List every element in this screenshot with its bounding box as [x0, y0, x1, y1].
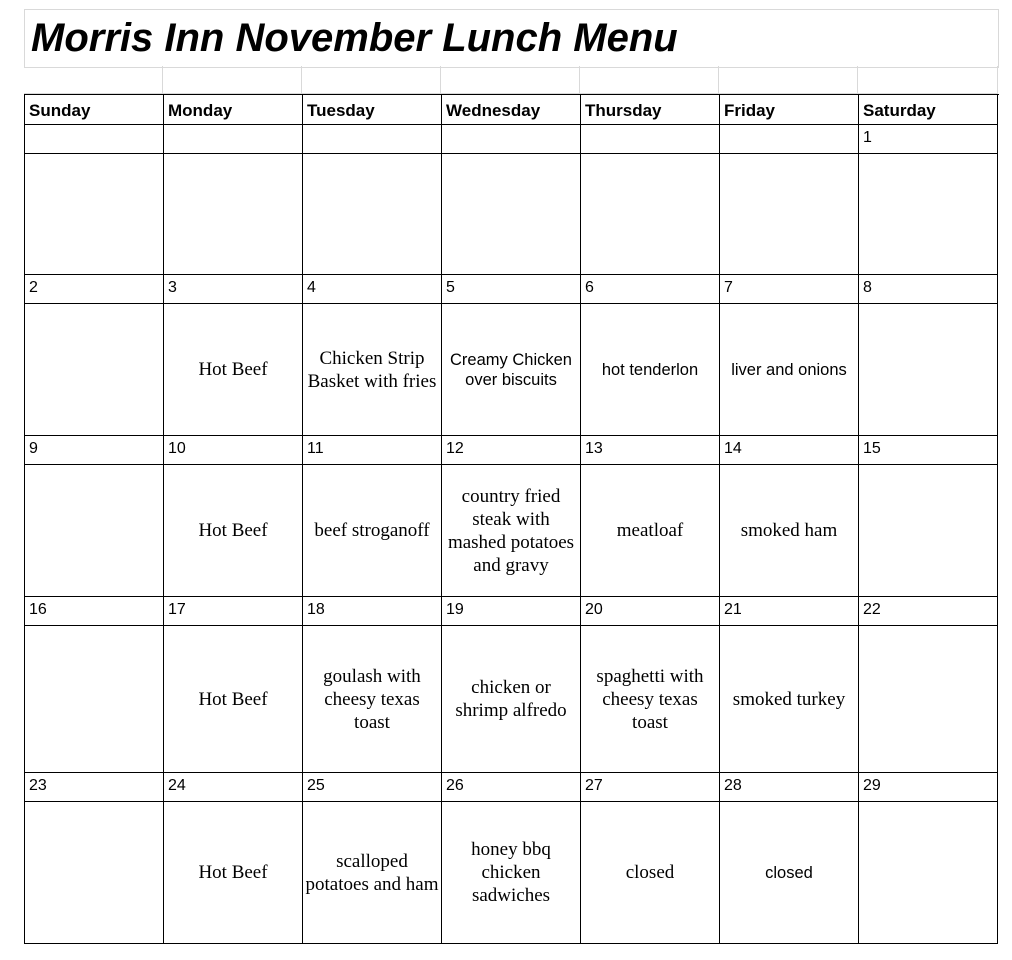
date-cell: 14: [720, 436, 859, 465]
spacer-cell: [441, 66, 580, 94]
title-cell: [24, 9, 999, 68]
meal-cell: Hot Beef: [164, 304, 303, 436]
meal-cell: closed: [581, 802, 720, 944]
spacer-cell: [24, 66, 163, 94]
page-title: Morris Inn November Lunch Menu: [31, 16, 678, 60]
meal-cell: spaghetti with cheesy texas toast: [581, 626, 720, 773]
date-cell: 22: [859, 597, 998, 626]
date-cell: 24: [164, 773, 303, 802]
date-cell: 12: [442, 436, 581, 465]
spacer-cell: [580, 66, 719, 94]
date-cell: 20: [581, 597, 720, 626]
date-cell: [164, 125, 303, 154]
date-cell: [25, 125, 164, 154]
date-cell: [581, 125, 720, 154]
date-cell: 16: [25, 597, 164, 626]
meal-cell: Creamy Chicken over biscuits: [442, 304, 581, 436]
weekday-monday: Monday: [164, 95, 303, 125]
date-cell: 29: [859, 773, 998, 802]
meal-cell: [25, 802, 164, 944]
meal-cell: beef stroganoff: [303, 465, 442, 597]
meal-cell: goulash with cheesy texas toast: [303, 626, 442, 773]
meal-row: [25, 626, 999, 773]
weekday-saturday: Saturday: [859, 95, 998, 125]
meal-cell: smoked ham: [720, 465, 859, 597]
meal-cell: [25, 465, 164, 597]
spacer-cell: [163, 66, 302, 94]
meal-cell: [25, 626, 164, 773]
spacer-cell: [719, 66, 858, 94]
meal-cell: Chicken Strip Basket with fries: [303, 304, 442, 436]
date-cell: 13: [581, 436, 720, 465]
meal-cell: [581, 154, 720, 275]
date-cell: 4: [303, 275, 442, 304]
spacer-cell: [858, 66, 998, 94]
date-cell: 23: [25, 773, 164, 802]
meal-cell: chicken or shrimp alfredo: [442, 626, 581, 773]
calendar-grid: [24, 94, 999, 944]
weekday-thursday: Thursday: [581, 95, 720, 125]
date-cell: 17: [164, 597, 303, 626]
meal-cell: [25, 304, 164, 436]
weekday-wednesday: Wednesday: [442, 95, 581, 125]
meal-cell: [859, 465, 998, 597]
meal-cell: country fried steak with mashed potatoes and gravy: [442, 465, 581, 597]
date-cell: [720, 125, 859, 154]
meal-cell: scalloped potatoes and ham: [303, 802, 442, 944]
date-cell: 28: [720, 773, 859, 802]
meal-row: [25, 154, 999, 275]
date-cell: 3: [164, 275, 303, 304]
date-cell: 26: [442, 773, 581, 802]
date-cell: 2: [25, 275, 164, 304]
meal-cell: Hot Beef: [164, 626, 303, 773]
meal-cell: [859, 802, 998, 944]
date-cell: 11: [303, 436, 442, 465]
date-cell: 15: [859, 436, 998, 465]
date-cell: [303, 125, 442, 154]
date-cell: 7: [720, 275, 859, 304]
date-cell: 19: [442, 597, 581, 626]
meal-row: [25, 465, 999, 597]
date-cell: 21: [720, 597, 859, 626]
date-cell: 6: [581, 275, 720, 304]
meal-cell: [859, 626, 998, 773]
date-cell: [442, 125, 581, 154]
meal-cell: Hot Beef: [164, 802, 303, 944]
meal-cell: [720, 154, 859, 275]
date-row: [25, 275, 999, 304]
meal-cell: [25, 154, 164, 275]
meal-cell: Hot Beef: [164, 465, 303, 597]
meal-cell: [442, 154, 581, 275]
date-cell: 8: [859, 275, 998, 304]
meal-row: [25, 304, 999, 436]
date-row: [25, 597, 999, 626]
meal-cell: [164, 154, 303, 275]
weekday-header-row: [25, 95, 999, 125]
meal-row: [25, 802, 999, 944]
date-cell: 27: [581, 773, 720, 802]
date-cell: 5: [442, 275, 581, 304]
date-cell: 1: [859, 125, 998, 154]
meal-cell: liver and onions: [720, 304, 859, 436]
weekday-tuesday: Tuesday: [303, 95, 442, 125]
date-cell: 10: [164, 436, 303, 465]
weekday-sunday: Sunday: [25, 95, 164, 125]
date-cell: 25: [303, 773, 442, 802]
weekday-friday: Friday: [720, 95, 859, 125]
meal-cell: smoked turkey: [720, 626, 859, 773]
spacer-cell: [302, 66, 441, 94]
meal-cell: meatloaf: [581, 465, 720, 597]
date-cell: 18: [303, 597, 442, 626]
meal-cell: hot tenderlon: [581, 304, 720, 436]
meal-cell: [303, 154, 442, 275]
meal-cell: closed: [720, 802, 859, 944]
date-cell: 9: [25, 436, 164, 465]
meal-cell: [859, 154, 998, 275]
meal-cell: honey bbq chicken sadwiches: [442, 802, 581, 944]
date-row: [25, 125, 999, 154]
date-row: [25, 436, 999, 465]
date-row: [25, 773, 999, 802]
meal-cell: [859, 304, 998, 436]
